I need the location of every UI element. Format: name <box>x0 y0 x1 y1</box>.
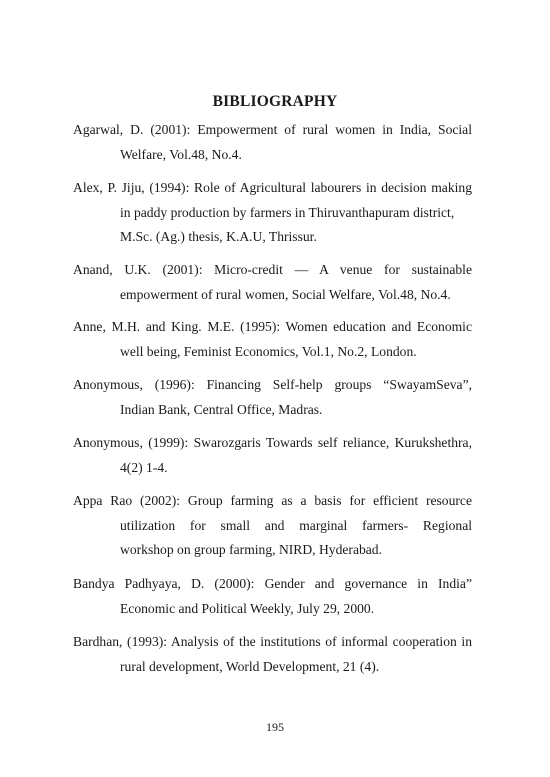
reference-line: Anonymous, (1999): Swarozgaris Towards self reliance, Kurukshethra, <box>73 435 472 450</box>
reference-line: Anand, U.K. (2001): Micro-credit — A venue for sustainable <box>73 262 472 277</box>
reference-line: Agarwal, D. (2001): Empowerment of rural women in India, Social <box>73 122 472 137</box>
reference-line: utilization for small and marginal farmers- Regional <box>120 517 472 533</box>
reference-line: Welfare, Vol.48, No.4. <box>120 146 242 162</box>
reference-line: M.Sc. (Ag.) thesis, K.A.U, Thrissur. <box>120 229 317 244</box>
reference-entry <box>73 176 472 250</box>
reference-entry <box>73 258 472 307</box>
reference-entry <box>73 489 472 563</box>
reference-line: 4(2) 1-4. <box>120 459 168 475</box>
reference-entry <box>73 572 472 621</box>
reference-line: Bardhan, (1993): Analysis of the institutions of informal cooperation in <box>73 634 472 649</box>
page-number: 195 <box>266 720 284 734</box>
reference-line: Economic and Political Weekly, July 29, 2000. <box>120 600 375 616</box>
reference-line: Indian Bank, Central Office, Madras. <box>120 401 323 417</box>
reference-entry <box>73 630 472 679</box>
reference-entry <box>73 373 472 422</box>
reference-line: workshop on group farming, NIRD, Hyderabad. <box>120 542 383 557</box>
reference-line: in paddy production by farmers in Thiruvanthapuram district, <box>120 204 455 220</box>
page-title: BIBLIOGRAPHY <box>212 93 338 110</box>
reference-line: rural development, World Development, 21 (4). <box>120 658 380 674</box>
reference-line: Bandya Padhyaya, D. (2000): Gender and governance in India” <box>73 576 472 591</box>
reference-line: empowerment of rural women, Social Welfare, Vol.48, No.4. <box>120 286 451 302</box>
reference-line: Anonymous, (1996): Financing Self-help groups “SwayamSeva”, <box>73 377 472 392</box>
reference-entry <box>73 431 472 480</box>
reference-line: well being, Feminist Economics, Vol.1, No.2, London. <box>120 343 417 359</box>
reference-line: Anne, M.H. and King. M.E. (1995): Women education and Economic <box>73 319 472 334</box>
reference-entry <box>73 315 472 364</box>
reference-line: Appa Rao (2002): Group farming as a basis for efficient resource <box>73 493 472 508</box>
reference-line: Alex, P. Jiju, (1994): Role of Agricultural labourers in decision making <box>73 180 472 195</box>
reference-entry <box>73 118 472 167</box>
